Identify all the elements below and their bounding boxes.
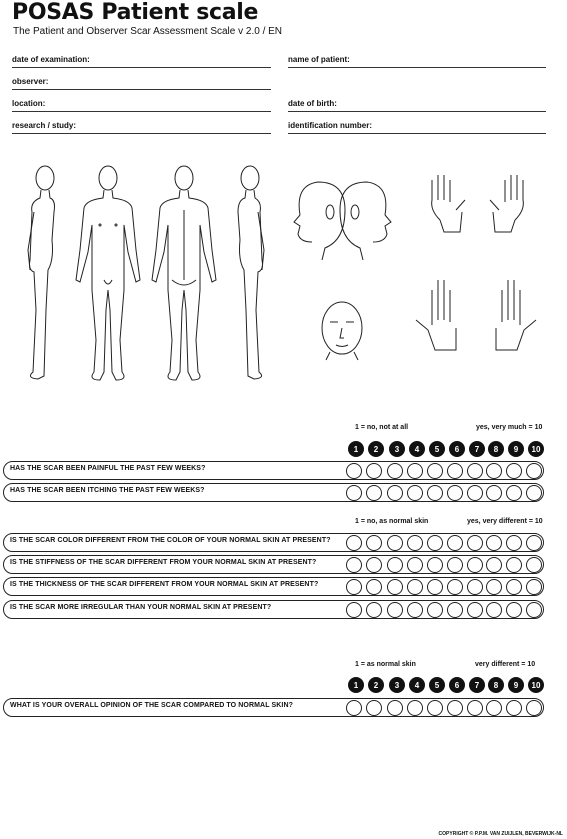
question-text: IS THE SCAR COLOR DIFFERENT FROM THE COLOR OF YOUR NORMAL SKIN AT PRESENT?	[10, 537, 331, 544]
body-front-figure	[76, 166, 140, 380]
rating-circle-9[interactable]	[506, 557, 522, 573]
page-title: POSAS Patient scale	[12, 0, 259, 25]
rating-circle-1[interactable]	[346, 579, 362, 595]
question-text: IS THE SCAR MORE IRREGULAR THAN YOUR NORMAL SKIN AT PRESENT?	[10, 604, 272, 611]
section2-low-label: 1 = no, as normal skin	[355, 518, 429, 525]
body-diagrams	[0, 150, 567, 390]
rating-circle-5[interactable]	[427, 485, 443, 501]
rating-circle-1[interactable]	[346, 485, 362, 501]
rating-circle-8[interactable]	[486, 579, 502, 595]
rating-circle-5[interactable]	[427, 535, 443, 551]
rating-circle-4[interactable]	[407, 557, 423, 573]
rating-circle-1[interactable]	[346, 535, 362, 551]
rating-circle-2[interactable]	[366, 485, 382, 501]
scale-number-9: 9	[508, 677, 524, 693]
rating-circle-3[interactable]	[387, 485, 403, 501]
question-text: WHAT IS YOUR OVERALL OPINION OF THE SCAR COMPARED TO NORMAL SKIN?	[10, 702, 294, 709]
rating-circle-9[interactable]	[506, 579, 522, 595]
rating-circle-6[interactable]	[447, 557, 463, 573]
research-study-label: research / study:	[12, 121, 77, 130]
scale-number-10: 10	[528, 677, 544, 693]
hands-back-figure	[432, 175, 524, 232]
question-text: IS THE THICKNESS OF THE SCAR DIFFERENT FROM YOUR NORMAL SKIN AT PRESENT?	[10, 581, 319, 588]
scale-number-9: 9	[508, 441, 524, 457]
rating-circle-8[interactable]	[486, 557, 502, 573]
scale-number-6: 6	[449, 441, 465, 457]
hands-palm-figure	[416, 280, 536, 350]
scale-number-3: 3	[389, 677, 405, 693]
scale-number-2: 2	[368, 677, 384, 693]
observer-field[interactable]	[12, 72, 271, 90]
rating-circle-4[interactable]	[407, 485, 423, 501]
section1-high-label: yes, very much = 10	[476, 424, 543, 431]
rating-circle-8[interactable]	[486, 535, 502, 551]
rating-circle-3[interactable]	[387, 463, 403, 479]
rating-circle-9[interactable]	[506, 602, 522, 618]
rating-circle-9[interactable]	[506, 485, 522, 501]
body-back-figure	[152, 166, 216, 380]
rating-circle-2[interactable]	[366, 700, 382, 716]
question-text: IS THE STIFFNESS OF THE SCAR DIFFERENT FROM YOUR NORMAL SKIN AT PRESENT?	[10, 559, 317, 566]
question-row	[3, 533, 544, 552]
identification-number-field[interactable]	[288, 116, 546, 134]
rating-circle-3[interactable]	[387, 700, 403, 716]
name-of-patient-field[interactable]	[288, 50, 546, 68]
rating-circle-7[interactable]	[467, 579, 483, 595]
rating-circle-6[interactable]	[447, 602, 463, 618]
rating-circle-5[interactable]	[427, 700, 443, 716]
location-label: location:	[12, 99, 46, 108]
rating-circle-6[interactable]	[447, 579, 463, 595]
rating-circle-1[interactable]	[346, 602, 362, 618]
rating-circle-2[interactable]	[366, 579, 382, 595]
head-profiles-figure	[294, 182, 391, 260]
body-right-profile-figure	[238, 166, 264, 379]
section1-low-label: 1 = no, not at all	[355, 424, 409, 431]
section3-low-label: 1 = as normal skin	[355, 661, 416, 668]
location-field[interactable]	[12, 94, 271, 112]
rating-circle-10[interactable]	[526, 557, 542, 573]
rating-circle-5[interactable]	[427, 463, 443, 479]
rating-circle-8[interactable]	[486, 602, 502, 618]
rating-circle-10[interactable]	[526, 700, 542, 716]
rating-circle-3[interactable]	[387, 557, 403, 573]
rating-circle-4[interactable]	[407, 700, 423, 716]
question-row	[3, 483, 544, 502]
date-of-birth-label: date of birth:	[288, 99, 337, 108]
date-of-birth-field[interactable]	[288, 94, 546, 112]
rating-circle-7[interactable]	[467, 602, 483, 618]
rating-circle-1[interactable]	[346, 557, 362, 573]
rating-circle-10[interactable]	[526, 485, 542, 501]
rating-circle-9[interactable]	[506, 463, 522, 479]
rating-circle-10[interactable]	[526, 579, 542, 595]
question-row	[3, 600, 544, 619]
scale-number-3: 3	[389, 441, 405, 457]
scale-number-2: 2	[368, 441, 384, 457]
scale-number-4: 4	[409, 441, 425, 457]
rating-circle-7[interactable]	[467, 463, 483, 479]
rating-circle-6[interactable]	[447, 535, 463, 551]
rating-circle-4[interactable]	[407, 602, 423, 618]
head-front-figure	[322, 302, 362, 360]
rating-circle-7[interactable]	[467, 557, 483, 573]
rating-circle-7[interactable]	[467, 485, 483, 501]
rating-circle-10[interactable]	[526, 463, 542, 479]
rating-circle-2[interactable]	[366, 602, 382, 618]
rating-circle-7[interactable]	[467, 535, 483, 551]
name-of-patient-label: name of patient:	[288, 55, 350, 64]
rating-circle-9[interactable]	[506, 700, 522, 716]
rating-circle-7[interactable]	[467, 700, 483, 716]
section2-high-label: yes, very different = 10	[467, 518, 543, 525]
rating-circle-1[interactable]	[346, 463, 362, 479]
rating-circle-5[interactable]	[427, 557, 443, 573]
scale-number-4: 4	[409, 677, 425, 693]
question-row	[3, 577, 544, 596]
rating-circle-3[interactable]	[387, 535, 403, 551]
rating-circle-6[interactable]	[447, 485, 463, 501]
scale-number-6: 6	[449, 677, 465, 693]
scale-number-8: 8	[488, 677, 504, 693]
rating-circle-4[interactable]	[407, 535, 423, 551]
page-subtitle: The Patient and Observer Scar Assessment Scale v 2.0 / EN	[13, 26, 283, 37]
rating-circle-1[interactable]	[346, 700, 362, 716]
rating-circle-3[interactable]	[387, 602, 403, 618]
rating-circle-8[interactable]	[486, 485, 502, 501]
rating-circle-10[interactable]	[526, 602, 542, 618]
scale-number-5: 5	[429, 441, 445, 457]
copyright-notice: COPYRIGHT © P.P.M. VAN ZUIJLEN, BEVERWIJK-NL	[438, 831, 563, 837]
question-row	[3, 555, 544, 574]
scale-number-5: 5	[429, 677, 445, 693]
rating-circle-2[interactable]	[366, 463, 382, 479]
section3-high-label: very different = 10	[475, 661, 536, 668]
question-row	[3, 461, 544, 480]
research-study-field[interactable]	[12, 116, 271, 134]
scale-number-1: 1	[348, 441, 364, 457]
date-of-examination-label: date of examination:	[12, 55, 90, 64]
rating-circle-5[interactable]	[427, 602, 443, 618]
scale-number-10: 10	[528, 441, 544, 457]
scale-number-1: 1	[348, 677, 364, 693]
rating-circle-5[interactable]	[427, 579, 443, 595]
question-text: HAS THE SCAR BEEN PAINFUL THE PAST FEW WEEKS?	[10, 465, 206, 472]
rating-circle-9[interactable]	[506, 535, 522, 551]
rating-circle-3[interactable]	[387, 579, 403, 595]
scale-number-7: 7	[469, 441, 485, 457]
scale-number-7: 7	[469, 677, 485, 693]
rating-circle-10[interactable]	[526, 535, 542, 551]
scale-number-8: 8	[488, 441, 504, 457]
rating-circle-6[interactable]	[447, 700, 463, 716]
rating-circle-8[interactable]	[486, 463, 502, 479]
rating-circle-4[interactable]	[407, 463, 423, 479]
date-of-examination-field[interactable]	[12, 50, 271, 68]
rating-circle-8[interactable]	[486, 700, 502, 716]
rating-circle-2[interactable]	[366, 557, 382, 573]
rating-circle-2[interactable]	[366, 535, 382, 551]
rating-circle-4[interactable]	[407, 579, 423, 595]
rating-circle-6[interactable]	[447, 463, 463, 479]
identification-number-label: identification number:	[288, 121, 372, 130]
body-left-profile-figure	[28, 166, 55, 379]
question-row	[3, 698, 544, 717]
observer-label: observer:	[12, 77, 49, 86]
question-text: HAS THE SCAR BEEN ITCHING THE PAST FEW WEEKS?	[10, 487, 205, 494]
